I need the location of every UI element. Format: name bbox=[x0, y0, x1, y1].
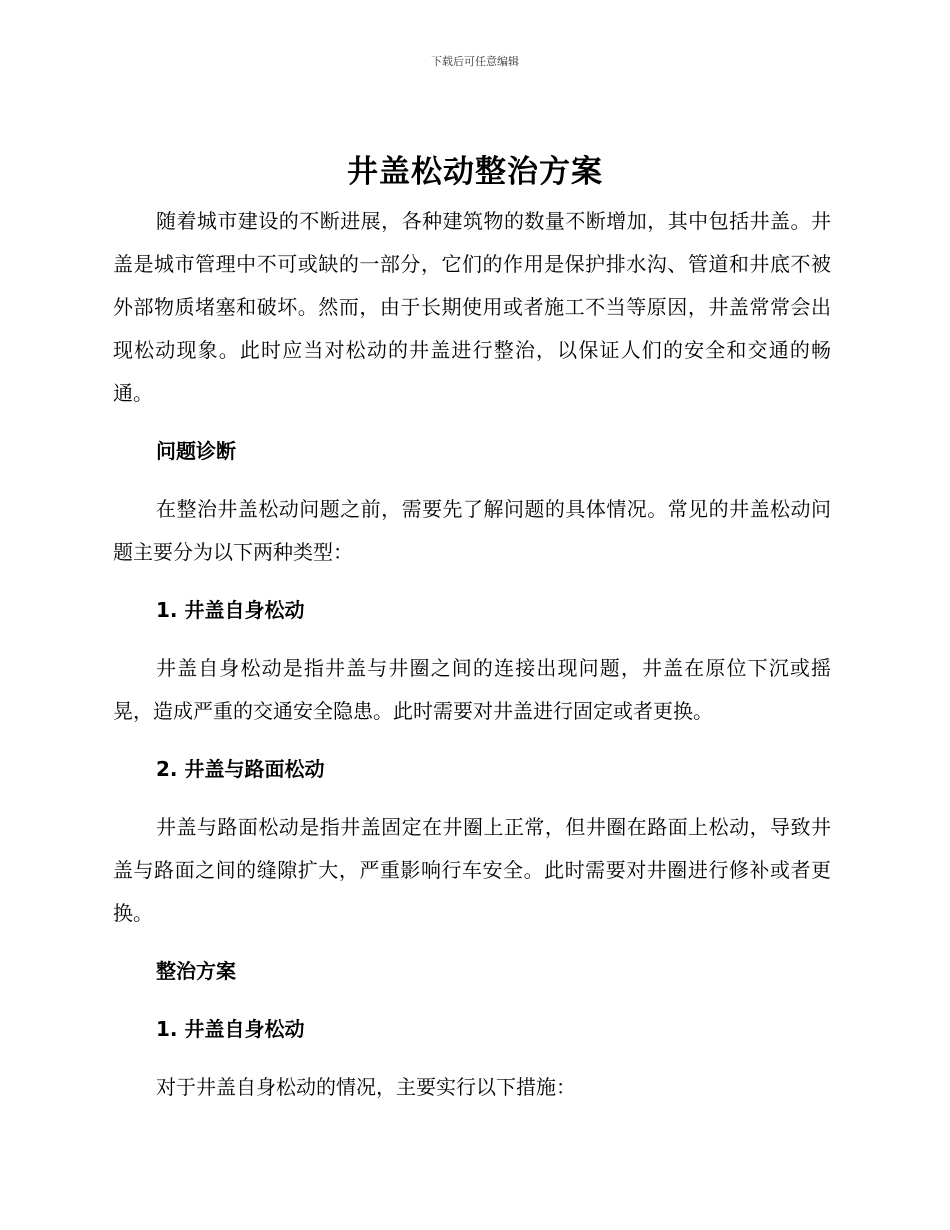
document-body bbox=[113, 200, 831, 1109]
diagnosis-intro-paragraph: 在整治井盖松动问题之前，需要先了解问题的具体情况。常见的井盖松动问题主要分为以下两种类型： bbox=[113, 497, 831, 564]
spacer bbox=[113, 935, 831, 950]
section-heading-diagnosis: 问题诊断 bbox=[156, 439, 236, 463]
spacer bbox=[113, 473, 831, 488]
intro-paragraph: 随着城市建设的不断进展，各种建筑物的数量不断增加，其中包括井盖。井盖是城市管理中不可或缺的一部分，它们的作用是保护排水沟、管道和井底不被外部物质堵塞和破坏。然而，由于长期使用或者施工不当等原因，井盖常常会出现松动现象。此时应当对松动的井盖进行整治，以保证人们的安全和交通的畅通。 bbox=[113, 209, 831, 405]
section-heading-plan: 整治方案 bbox=[156, 959, 236, 983]
plan-item1-paragraph: 对于井盖自身松动的情况，主要实行以下措施： bbox=[156, 1075, 576, 1099]
plan-item1-heading: 1. 井盖自身松动 bbox=[156, 1017, 305, 1041]
spacer bbox=[113, 791, 831, 806]
spacer bbox=[113, 733, 831, 748]
spacer bbox=[113, 632, 831, 647]
diagnosis-item2-heading: 2. 井盖与路面松动 bbox=[156, 757, 325, 781]
spacer bbox=[113, 415, 831, 430]
diagnosis-item1-paragraph: 井盖自身松动是指井盖与井圈之间的连接出现问题，井盖在原位下沉或摇晃，造成严重的交通安全隐患。此时需要对井盖进行固定或者更换。 bbox=[113, 656, 831, 723]
spacer bbox=[113, 574, 831, 589]
diagnosis-item2-paragraph: 井盖与路面松动是指井盖固定在井圈上正常，但井圈在路面上松动，导致井盖与路面之间的缝隙扩大，严重影响行车安全。此时需要对井圈进行修补或者更换。 bbox=[113, 815, 831, 925]
header-note: 下载后可任意编辑 bbox=[431, 55, 519, 68]
spacer bbox=[113, 993, 831, 1008]
spacer bbox=[113, 1051, 831, 1066]
diagnosis-item1-heading: 1. 井盖自身松动 bbox=[156, 598, 305, 622]
page-title: 井盖松动整治方案 bbox=[347, 154, 603, 190]
